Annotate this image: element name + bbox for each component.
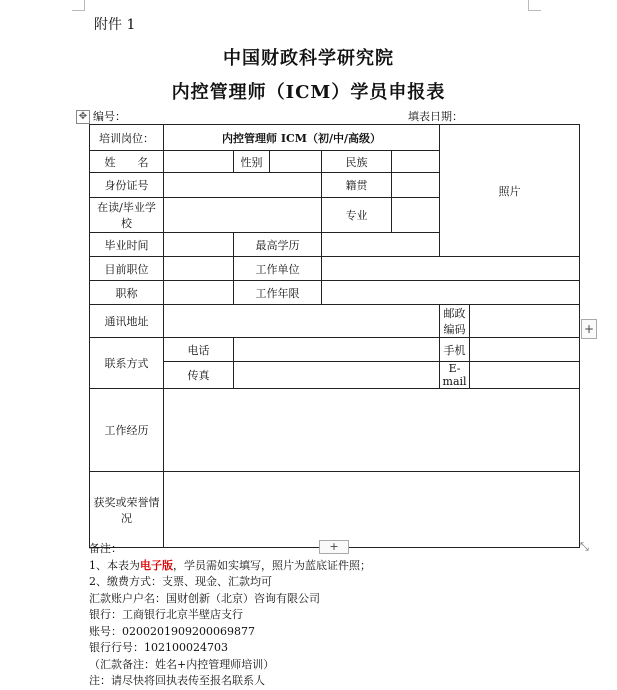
experience-label: 工作经历 — [90, 389, 164, 472]
notes-section — [89, 541, 371, 690]
add-row-button[interactable]: + — [319, 540, 349, 554]
attachment-label: 附件 1 — [94, 17, 136, 33]
current-position-field[interactable] — [164, 257, 234, 281]
phone-field[interactable] — [234, 338, 440, 362]
fax-label: 传真 — [164, 362, 234, 389]
note-line-1-suffix: ，学员需如实填写，照片为蓝底证件照； — [173, 558, 371, 572]
native-place-label: 籍贯 — [322, 173, 392, 198]
contact-label: 联系方式 — [90, 338, 164, 389]
email-field[interactable] — [470, 362, 580, 389]
name-label: 姓 名 — [90, 151, 164, 173]
add-column-button[interactable]: + — [581, 319, 597, 339]
page-corner-mark-left — [72, 0, 85, 11]
page-corner-mark-right — [528, 0, 541, 11]
current-position-label: 目前职位 — [90, 257, 164, 281]
postcode-label: 邮政编码 — [440, 305, 470, 338]
employer-label: 工作单位 — [234, 257, 322, 281]
title-label: 职称 — [90, 281, 164, 305]
note-line-8: 注：请尽快将回执表传至报名联系人 — [89, 674, 265, 687]
note-line-1 — [89, 558, 371, 575]
table-resize-icon[interactable]: ⤡ — [580, 540, 589, 553]
table-move-handle-icon[interactable]: ✥ — [76, 110, 90, 124]
date-label: 填表日期： — [408, 110, 463, 123]
id-number-label: 身份证号 — [90, 173, 164, 198]
position-label: 培训岗位： — [90, 125, 164, 151]
education-field[interactable] — [322, 233, 440, 257]
application-form-table — [89, 124, 580, 548]
work-years-label: 工作年限 — [234, 281, 322, 305]
awards-field[interactable] — [164, 472, 580, 548]
native-place-field[interactable] — [392, 173, 440, 198]
note-line-3: 汇款账户户名：国财创新（北京）咨询有限公司 — [89, 591, 320, 605]
form-title: 内控管理师（ICM）学员申报表 — [171, 82, 446, 103]
position-value: 内控管理师 ICM（初/中/高级） — [164, 125, 440, 151]
note-line-6: 银行行号：102100024703 — [89, 641, 228, 654]
mobile-field[interactable] — [470, 338, 580, 362]
ethnicity-label: 民族 — [322, 151, 392, 173]
title-field[interactable] — [164, 281, 234, 305]
electronic-version-highlight: 电子版 — [140, 558, 173, 572]
employer-field[interactable] — [322, 257, 580, 281]
gender-field[interactable] — [270, 151, 322, 173]
major-field[interactable] — [392, 198, 440, 233]
major-label: 专业 — [322, 198, 392, 233]
address-label: 通讯地址 — [90, 305, 164, 338]
grad-time-label: 毕业时间 — [90, 233, 164, 257]
name-field[interactable] — [164, 151, 234, 173]
note-line-4: 银行：工商银行北京半壁店支行 — [89, 608, 243, 621]
note-line-2: 2、缴费方式：支票、现金、汇款均可 — [89, 575, 272, 588]
fax-field[interactable] — [234, 362, 440, 389]
postcode-field[interactable] — [470, 305, 580, 338]
education-label: 最高学历 — [234, 233, 322, 257]
number-label: 编号： — [93, 110, 126, 123]
experience-field[interactable] — [164, 389, 580, 472]
institute-title: 中国财政科学研究院 — [223, 48, 394, 69]
school-label: 在读/毕业学校 — [90, 198, 164, 233]
work-years-field[interactable] — [322, 281, 580, 305]
email-label: E-mail — [440, 362, 470, 389]
school-field[interactable] — [164, 198, 322, 233]
awards-label: 获奖或荣誉情况 — [90, 472, 164, 548]
note-line-7: （汇款备注：姓名+内控管理师培训） — [89, 657, 275, 671]
grad-time-field[interactable] — [164, 233, 234, 257]
photo-cell[interactable]: 照片 — [440, 125, 580, 257]
mobile-label: 手机 — [440, 338, 470, 362]
note-line-5: 账号：0200201909200069877 — [89, 624, 255, 638]
note-line-1-prefix: 1、本表为 — [89, 558, 140, 572]
ethnicity-field[interactable] — [392, 151, 440, 173]
id-number-field[interactable] — [164, 173, 322, 198]
phone-label: 电话 — [164, 338, 234, 362]
notes-heading: 备注： — [89, 542, 122, 555]
address-field[interactable] — [164, 305, 440, 338]
gender-label: 性别 — [234, 151, 270, 173]
